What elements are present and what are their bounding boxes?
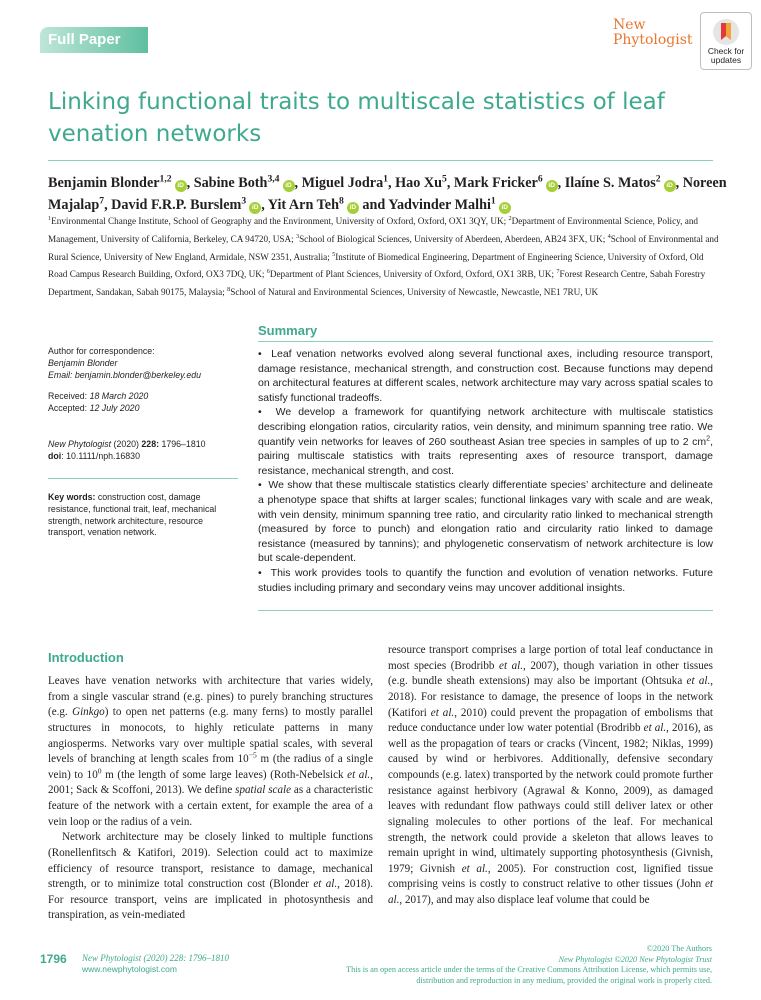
author-name[interactable]: Miguel Jodra (301, 175, 384, 191)
affiliation-index: 1 (48, 214, 52, 222)
author-name[interactable]: Noreen Majalap (48, 175, 727, 213)
affiliation-index: 3 (295, 232, 300, 240)
summary-point-4: • This work provides tools to quantify the function and evolution of venation networks. Future studies including primary and secondary veins may uncover additional insights. (258, 566, 713, 594)
sidebar-divider (48, 478, 238, 479)
citation-year: (2020) (111, 439, 142, 449)
affiliations (48, 213, 720, 302)
bookmark-ribbon-icon (711, 17, 741, 47)
correspondence-email[interactable]: Email: benjamin.blonder@berkeley.edu (48, 369, 202, 380)
check-for-updates-button[interactable] (700, 12, 752, 70)
authors-and: and (358, 197, 389, 213)
author-affiliation-index: 2 (655, 173, 661, 185)
journal-logo-line1: New (613, 17, 646, 33)
orcid-icon[interactable]: iD (283, 180, 295, 192)
article-title: Linking functional traits to multiscale statistics of leaf venation networks (48, 89, 665, 147)
accepted-label: Accepted: (48, 402, 90, 413)
intro-paragraph-1: Leaves have venation networks with architecture that varies widely, from a single vascular strand (e.g. pines) to purely branching structures (e.g. Ginkgo) to open net patterns (e.g. many ferns) to mostly parallel structures in monocots, to highly reticulate patterns in many angiosperms. Networks vary over multiple spatial scales, with several levels of branching at length scales from $10^{-5}$ m (the radius of a single vein) to $10^0$ m (the length of some large leaves) (Roth-Nebelsick et al., 2001; Sack & Scoffoni, 2013). We define spatial scale as a characteristic feature of the network with a certain extent, for example the area of a vein loop or the radius of a vein. (48, 675, 373, 828)
summary-text (258, 347, 713, 595)
correspondence-block (48, 346, 238, 381)
correspondence-label: Author for correspondence: (48, 346, 155, 356)
author-name[interactable]: Sabine Both (193, 175, 268, 191)
doi-value[interactable]: : 10.1111/nph.16830 (61, 450, 140, 461)
summary-heading: Summary (258, 323, 318, 338)
orcid-icon[interactable]: iD (546, 180, 558, 192)
accepted-date: 12 July 2020 (89, 402, 140, 413)
author-affiliation-index: 1 (383, 173, 388, 185)
orcid-icon[interactable]: iD (664, 180, 676, 192)
affiliation-index: 2 (508, 214, 512, 222)
citation-journal: New Phytologist (48, 439, 112, 449)
author-affiliation-index: 3 (241, 195, 247, 207)
orcid-icon[interactable]: iD (347, 202, 359, 214)
section-label: Full Paper (48, 31, 121, 48)
affiliation-text: School of Environmental and Rural Science, University of New England, Armidale, NSW 2351, Australia; (48, 233, 719, 262)
author-affiliation-index: 1 (490, 195, 496, 207)
author-name[interactable]: Mark Fricker (453, 175, 538, 191)
summary-point-1: • Leaf venation networks evolved along several functional axes, including resource transport, damage resistance, mechanical strength, and construction cost. Because functions may depend on architectural features at different scales, network architecture may vary across spatial scales to satisfy functional tradeoffs. (258, 348, 714, 404)
author-list: Benjamin Blonder$^{1,2}$iD , Sabine Both$^{3,4}$iD , Miguel Jodra$^1$, Hao Xu$^5$, Mark Fricker$^6$iD , Ilaíne S. Matos$^2$iD , Noreen Majalap$^7$, David F.R.P. Burslem$^3$iD , Yit Arn Teh$^8$iD and Yadvinder Malhi$^1$iD (48, 173, 727, 213)
orcid-icon[interactable]: iD (175, 180, 187, 192)
author-affiliation-index: 6 (537, 173, 543, 185)
author-affiliation-index: 3,4 (267, 173, 280, 185)
check-for-label: Check for (707, 46, 745, 56)
summary-point-2: • We develop a framework for quantifying network architecture with multiscale statistics describing elongation ratios, circularity ratios, vein density, and minimum spanning tree ratio. We quantify vein networks for leaves of 260 southeast Asian tree species in samples of up to 2 $cm^2$, pairing multiscale statistics with traits representing axes of resource transport, damage resistance, mechanical strength, and cost. (258, 406, 713, 477)
citation-pages: 1796–1810 (159, 439, 206, 449)
footer-journal: New Phytologist (2020) 228: 1796–1810 (82, 953, 229, 963)
author-affiliation-index: 5 (442, 173, 447, 185)
affiliation-text: School of Biological Sciences, University of Aberdeen, Aberdeen, AB24 3FX, UK; (299, 233, 608, 244)
affiliation-index: 6 (266, 268, 270, 276)
footer-copyright: ©2020 The Authors New Phytologist ©2020 New Phytologist Trust This is an open access article under the terms of the Creative Commons Attribution License, which permits use, distribution and reproduction in any medium, provided the original work is properly cited. (346, 944, 712, 985)
intro-paragraph-2: Network architecture may be closely linked to multiple functions (Ronellenfitsch & Katifori, 2019). Selection could act to maximize efficiency of resource transport, resistance to damage, mechanical strength, or to minimize total construction cost (Blonder et al., 2018). For resource transport, veins are implicated in photosynthesis and transpiration, as vein-mediated (48, 831, 374, 922)
keywords-label: Key words: (48, 492, 96, 502)
citation-block (48, 439, 238, 463)
correspondence-name: Benjamin Blonder (48, 357, 118, 368)
received-date: 18 March 2020 (89, 391, 149, 401)
citation-volume: 228: (141, 439, 160, 449)
intro-paragraph-2-cont: resource transport comprises a large portion of total leaf conductance in most species (Brodribb et al., 2007), though variation in other tissues (e.g. bundle sheath extensions) may also be important (Ohtsuka et al., 2018). For resistance to damage, the presence of loops in the network (Katifori et al., 2010) could prevent the propagation of embolisms that reduce conductance under low water potential (Brodribb et al., 2016), as well as the propagation of tears or cracks (Vincent, 1982; Niklas, 1999) caused by wind or herbivores. Additionally, defensive secondary compounds (e.g. latex) transported by the network could promote further resistance against herbivory (Agrawal & Konno, 2009), as damaged leaves with redundant flow pathways could still deliver latex or other signaling molecules to other portions of the leaf. For mechanical strength, the network could provide a skeleton that allows leaves to remain upright in wind, ultimately supporting photosynthesis (Givnish, 1979; Givnish et al., 2005). For construction cost, lignified tissue comprising veins is costly to construct relative to other tissues (John et al., 2017), and may also displace leaf volume that could be (388, 644, 714, 906)
keywords-block (48, 492, 238, 539)
affiliation-text: Institute of Biomedical Engineering, Department of Engineering Science, University of Oxford, Old Road Campus Research Building, Oxford, OX3 7DQ, UK; (48, 251, 704, 280)
affiliation-index: 8 (227, 286, 231, 294)
author-name[interactable]: Yit Arn Teh (267, 197, 339, 213)
body-column-right (388, 643, 713, 909)
body-column-left (48, 674, 373, 924)
orcid-icon[interactable]: iD (249, 202, 261, 214)
author-name[interactable]: Hao Xu (395, 175, 442, 191)
affiliation-index: 7 (556, 268, 560, 276)
affiliation-index: 5 (332, 250, 336, 258)
author-name[interactable]: Benjamin Blonder (48, 175, 160, 191)
footer-website[interactable]: www.newphytologist.com (82, 964, 177, 974)
author-name[interactable]: Ilaíne S. Matos (564, 175, 656, 191)
affiliation-index: 4 (607, 232, 611, 240)
doi-label: doi (48, 450, 62, 461)
introduction-heading: Introduction (48, 650, 124, 665)
summary-point-3: • We show that these multiscale statistics clearly differentiate species’ architecture and delineate a phenotype space that shifts at larger scales; functional linkages vary with scale and are weak, with vein density, minimum spanning tree ratio, and circularity ratio linked to mechanical strength (measured by force to punch) and elongation ratio and circularity ratio linked to damage resistance (measured by tannins); and phylogenetic conservatism of network architecture is low but scale-dependent. (258, 479, 713, 565)
page-number: 1796 (40, 952, 67, 966)
author-affiliation-index: 7 (99, 195, 105, 207)
journal-logo-line2: Phytologist (613, 32, 693, 48)
orcid-icon[interactable]: iD (499, 202, 511, 214)
dates-block (48, 391, 238, 415)
affiliation-text: Department of Environmental Science, Policy, and Management, University of California, Berkeley, CA 94720, USA; (48, 216, 699, 244)
affiliation-text: Environmental Change Institute, School of Geography and the Environment, University of Oxford, Oxford, OX1 3QY, UK; (51, 216, 509, 226)
keywords-list: construction cost, damage resistance, functional trait, leaf, mechanical strength, network architecture, resource transport, venation network. (48, 492, 217, 538)
title-divider (48, 160, 713, 161)
affiliation-text: Department of Plant Sciences, University of Oxford, Oxford, OX1 3RB, UK; (269, 269, 557, 280)
affiliation-text: School of Natural and Environmental Sciences, University of Newcastle, Newcastle, NE1 7RU, UK (230, 287, 599, 298)
author-affiliation-index: 1,2 (159, 173, 172, 185)
updates-label: updates (710, 55, 742, 65)
author-name[interactable]: Yadvinder Malhi (388, 197, 491, 213)
author-affiliation-index: 8 (339, 195, 344, 207)
received-label: Received: (48, 391, 90, 401)
author-name[interactable]: David F.R.P. Burslem (111, 197, 242, 213)
journal-logo[interactable] (613, 18, 693, 48)
affiliation-text: Forest Research Centre, Sabah Forestry Department, Sandakan, Sabah 90175, Malaysia; (48, 269, 706, 298)
